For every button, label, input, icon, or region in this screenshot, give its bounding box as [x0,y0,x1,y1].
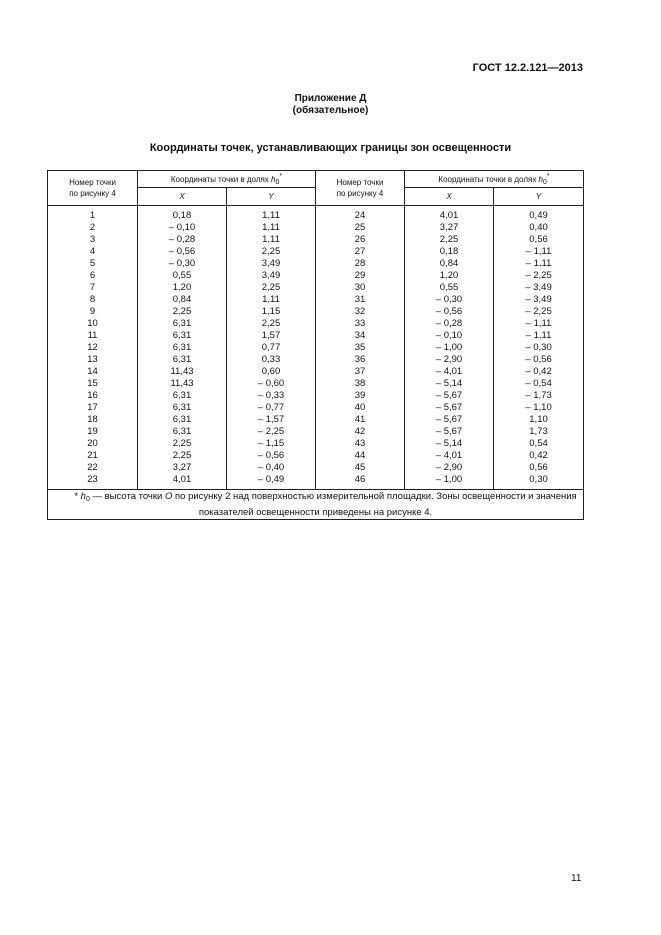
x-value: 6,31 [138,354,227,366]
table-row [48,438,584,450]
y-value: – 0,60 [227,378,316,390]
appendix-title: Приложение Д [294,93,367,104]
y-value: 1,11 [227,222,316,234]
y-value: – 3,49 [494,282,584,294]
table-row [48,354,584,366]
y-value: 1,73 [494,426,584,438]
point-number: 44 [316,450,405,462]
point-number: 11 [48,330,138,342]
y-value: 0,33 [227,354,316,366]
x-value: – 5,14 [405,378,494,390]
y-value: – 0,77 [227,402,316,414]
point-number: 18 [48,414,138,426]
point-number: 22 [48,462,138,474]
x-value: – 5,67 [405,402,494,414]
table-body [48,206,584,490]
y-value: – 2,25 [494,306,584,318]
y-value: – 1,11 [494,330,584,342]
point-number: 2 [48,222,138,234]
table-row [48,462,584,474]
x-value: 6,31 [138,390,227,402]
x-value: 1,20 [138,282,227,294]
point-number: 9 [48,306,138,318]
x-value: – 1,00 [405,474,494,490]
table-title: Координаты точек, устанавливающих границы зон освещенности [149,142,512,154]
x-value: 0,84 [138,294,227,306]
table-row [48,246,584,258]
page-number: 11 [571,873,582,884]
y-value: – 0,49 [227,474,316,490]
point-number: 14 [48,366,138,378]
point-number: 21 [48,450,138,462]
y-value: – 1,10 [494,402,584,414]
point-number: 43 [316,438,405,450]
header-point-number-left: Номер точки по рисунку 4 [48,171,138,206]
y-value: – 2,25 [494,270,584,282]
table-row [48,234,584,246]
point-number: 46 [316,474,405,490]
point-number: 12 [48,342,138,354]
x-value: – 0,10 [405,330,494,342]
point-number: 6 [48,270,138,282]
point-number: 13 [48,354,138,366]
y-value: – 0,56 [494,354,584,366]
coordinates-table [47,170,584,520]
y-value: 2,25 [227,246,316,258]
x-value: 4,01 [405,206,494,223]
y-value: – 1,11 [494,246,584,258]
point-number: 40 [316,402,405,414]
point-number: 31 [316,294,405,306]
y-value: – 3,49 [494,294,584,306]
header-y-right: Y [494,188,584,206]
x-value: 6,31 [138,330,227,342]
x-value: 0,18 [405,246,494,258]
point-number: 3 [48,234,138,246]
header-x-left: X [138,188,227,206]
x-value: 11,43 [138,366,227,378]
table-row [48,206,584,223]
x-value: 6,31 [138,342,227,354]
y-value: 0,54 [494,438,584,450]
x-value: – 2,90 [405,354,494,366]
y-value: 0,42 [494,450,584,462]
x-value: 0,55 [405,282,494,294]
point-number: 33 [316,318,405,330]
table-row [48,258,584,270]
header-y-left: Y [227,188,316,206]
x-value: – 0,10 [138,222,227,234]
appendix-heading [0,93,661,117]
x-value: – 0,28 [138,234,227,246]
y-value: 0,56 [494,234,584,246]
y-value: 1,57 [227,330,316,342]
x-value: – 0,30 [405,294,494,306]
y-value: – 1,11 [494,258,584,270]
y-value: 0,30 [494,474,584,490]
x-value: 2,25 [138,438,227,450]
y-value: 0,60 [227,366,316,378]
x-value: 3,27 [405,222,494,234]
point-number: 30 [316,282,405,294]
x-value: 6,31 [138,402,227,414]
y-value: 0,40 [494,222,584,234]
table-row [48,390,584,402]
point-number: 10 [48,318,138,330]
table-row [48,402,584,414]
y-value: – 0,40 [227,462,316,474]
point-number: 41 [316,414,405,426]
y-value: 2,25 [227,282,316,294]
y-value: 0,49 [494,206,584,223]
x-value: – 5,67 [405,426,494,438]
table-row [48,474,584,490]
point-number: 27 [316,246,405,258]
x-value: 0,18 [138,206,227,223]
y-value: – 1,15 [227,438,316,450]
x-value: 0,55 [138,270,227,282]
y-value: – 1,57 [227,414,316,426]
table-row [48,306,584,318]
point-number: 20 [48,438,138,450]
x-value: 4,01 [138,474,227,490]
y-value: 0,77 [227,342,316,354]
point-number: 24 [316,206,405,223]
table-row [48,426,584,438]
y-value: 3,49 [227,258,316,270]
point-number: 25 [316,222,405,234]
point-number: 35 [316,342,405,354]
point-number: 15 [48,378,138,390]
y-value: 1,15 [227,306,316,318]
point-number: 45 [316,462,405,474]
table-row [48,414,584,426]
x-value: – 4,01 [405,366,494,378]
y-value: – 0,54 [494,378,584,390]
y-value: – 0,42 [494,366,584,378]
y-value: – 0,33 [227,390,316,402]
point-number: 29 [316,270,405,282]
x-value: 6,31 [138,318,227,330]
table-row [48,330,584,342]
point-number: 37 [316,366,405,378]
y-value: – 1,73 [494,390,584,402]
point-number: 8 [48,294,138,306]
y-value: 1,11 [227,234,316,246]
point-number: 32 [316,306,405,318]
header-coordinates-left: Координаты точки в долях h0* [138,171,316,188]
point-number: 23 [48,474,138,490]
y-value: – 1,11 [494,318,584,330]
table-row [48,222,584,234]
x-value: – 2,90 [405,462,494,474]
table-footnote: * $h_0$ — высота точки О по рисунку 2 над поверхностью измерительной площадки. Зоны освещенности и значения показателей освещенности приведены на рисунке 4. [48,490,584,520]
point-number: 19 [48,426,138,438]
point-number: 5 [48,258,138,270]
table-row [48,282,584,294]
y-value: 3,49 [227,270,316,282]
x-value: – 5,67 [405,414,494,426]
point-number: 34 [316,330,405,342]
x-value: – 1,00 [405,342,494,354]
header-coordinates-right: Координаты точки в долях h0* [405,171,584,188]
x-value: 2,25 [138,450,227,462]
x-value: 1,20 [405,270,494,282]
y-value: 2,25 [227,318,316,330]
x-value: – 5,14 [405,438,494,450]
x-value: – 5,67 [405,390,494,402]
x-value: 0,84 [405,258,494,270]
table-row [48,450,584,462]
x-value: – 0,30 [138,258,227,270]
y-value: – 2,25 [227,426,316,438]
point-number: 42 [316,426,405,438]
header-x-right: X [405,188,494,206]
point-number: 38 [316,378,405,390]
table-row [48,378,584,390]
x-value: 3,27 [138,462,227,474]
table-row [48,294,584,306]
x-value: – 0,56 [405,306,494,318]
x-value: – 4,01 [405,450,494,462]
point-number: 1 [48,206,138,223]
point-number: 17 [48,402,138,414]
y-value: – 0,30 [494,342,584,354]
table-row [48,366,584,378]
standard-code: ГОСТ 12.2.121—2013 [472,62,583,74]
y-value: 0,56 [494,462,584,474]
header-point-number-right: Номер точки по рисунку 4 [316,171,405,206]
x-value: 11,43 [138,378,227,390]
table-row [48,270,584,282]
table-row [48,342,584,354]
point-number: 7 [48,282,138,294]
x-value: – 0,28 [405,318,494,330]
x-value: 2,25 [405,234,494,246]
x-value: 2,25 [138,306,227,318]
x-value: 6,31 [138,426,227,438]
point-number: 28 [316,258,405,270]
point-number: 36 [316,354,405,366]
y-value: 1,10 [494,414,584,426]
appendix-status: (обязательное) [292,105,369,116]
point-number: 4 [48,246,138,258]
table-row [48,318,584,330]
x-value: 6,31 [138,414,227,426]
y-value: 1,11 [227,206,316,223]
y-value: – 0,56 [227,450,316,462]
y-value: 1,11 [227,294,316,306]
point-number: 26 [316,234,405,246]
x-value: – 0,56 [138,246,227,258]
point-number: 39 [316,390,405,402]
point-number: 16 [48,390,138,402]
